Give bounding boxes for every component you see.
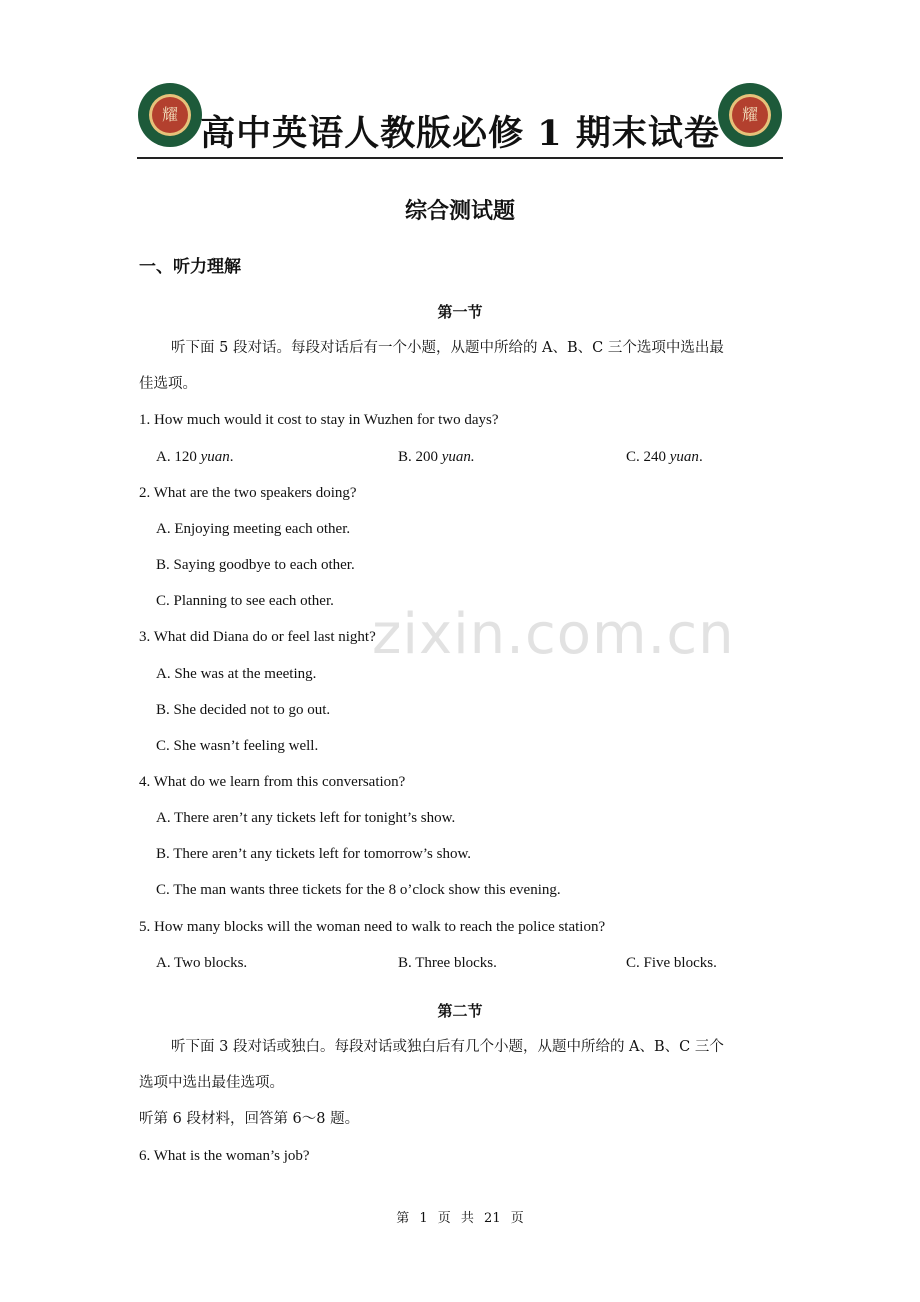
- exam-header-title: 高中英语人教版必修 1 期末试卷: [200, 113, 720, 154]
- watermark: zixin.com.cn: [372, 602, 735, 667]
- q3-option-a: A. She was at the meeting.: [156, 666, 317, 682]
- question-6: 6. What is the woman’s job?: [139, 1148, 310, 1164]
- part1-instruction-cont: 佳选项。: [139, 376, 197, 392]
- section-heading-listening: 一、听力理解: [139, 257, 241, 277]
- q2-option-c: C. Planning to see each other.: [156, 593, 334, 609]
- q3-option-c: C. She wasn’t feeling well.: [156, 738, 319, 754]
- q4-option-a: A. There aren’t any tickets left for tonight’s show.: [156, 810, 456, 826]
- question-2: 2. What are the two speakers doing?: [139, 485, 357, 501]
- q1-option-b: B. 200 yuan.: [398, 449, 475, 465]
- q5-option-a: A. Two blocks.: [156, 955, 248, 971]
- part1-heading: 第一节: [437, 303, 483, 321]
- header-rule: [137, 157, 783, 159]
- q1-option-a: A. 120 yuan.: [156, 449, 234, 465]
- question-3: 3. What did Diana do or feel last night?: [139, 629, 376, 645]
- part2-instruction-cont: 选项中选出最佳选项。: [139, 1075, 284, 1091]
- part2-instruction: 听下面 3 段对话或独白。每段对话或独白后有几个小题，从题中所给的 A、B、C 三个: [171, 1039, 724, 1055]
- svg-text:耀: 耀: [161, 105, 179, 124]
- q2-option-b: B. Saying goodbye to each other.: [156, 557, 355, 573]
- document-title: 综合测试题: [404, 199, 515, 224]
- question-5: 5. How many blocks will the woman need to walk to reach the police station?: [139, 919, 606, 935]
- q2-option-a: A. Enjoying meeting each other.: [156, 521, 351, 537]
- question-1: 1. How much would it cost to stay in Wuzhen for two days?: [139, 412, 499, 428]
- q5-option-b: B. Three blocks.: [398, 955, 497, 971]
- q3-option-b: B. She decided not to go out.: [156, 702, 331, 718]
- question-4: 4. What do we learn from this conversation?: [139, 774, 406, 790]
- q1-option-c: C. 240 yuan.: [626, 449, 703, 465]
- part2-heading: 第二节: [437, 1002, 483, 1020]
- q4-option-b: B. There aren’t any tickets left for tomorrow’s show.: [156, 846, 472, 862]
- material-6-note: 听第 6 段材料，回答第 6～8 题。: [139, 1111, 360, 1127]
- q5-option-c: C. Five blocks.: [626, 955, 717, 971]
- q4-option-c: C. The man wants three tickets for the 8 o’clock show this evening.: [156, 882, 561, 898]
- page-footer: 第 1 页 共 21 页: [396, 1211, 524, 1226]
- part1-instruction: 听下面 5 段对话。每段对话后有一个小题，从题中所给的 A、B、C 三个选项中选出最: [171, 340, 724, 356]
- svg-text:耀: 耀: [741, 105, 759, 124]
